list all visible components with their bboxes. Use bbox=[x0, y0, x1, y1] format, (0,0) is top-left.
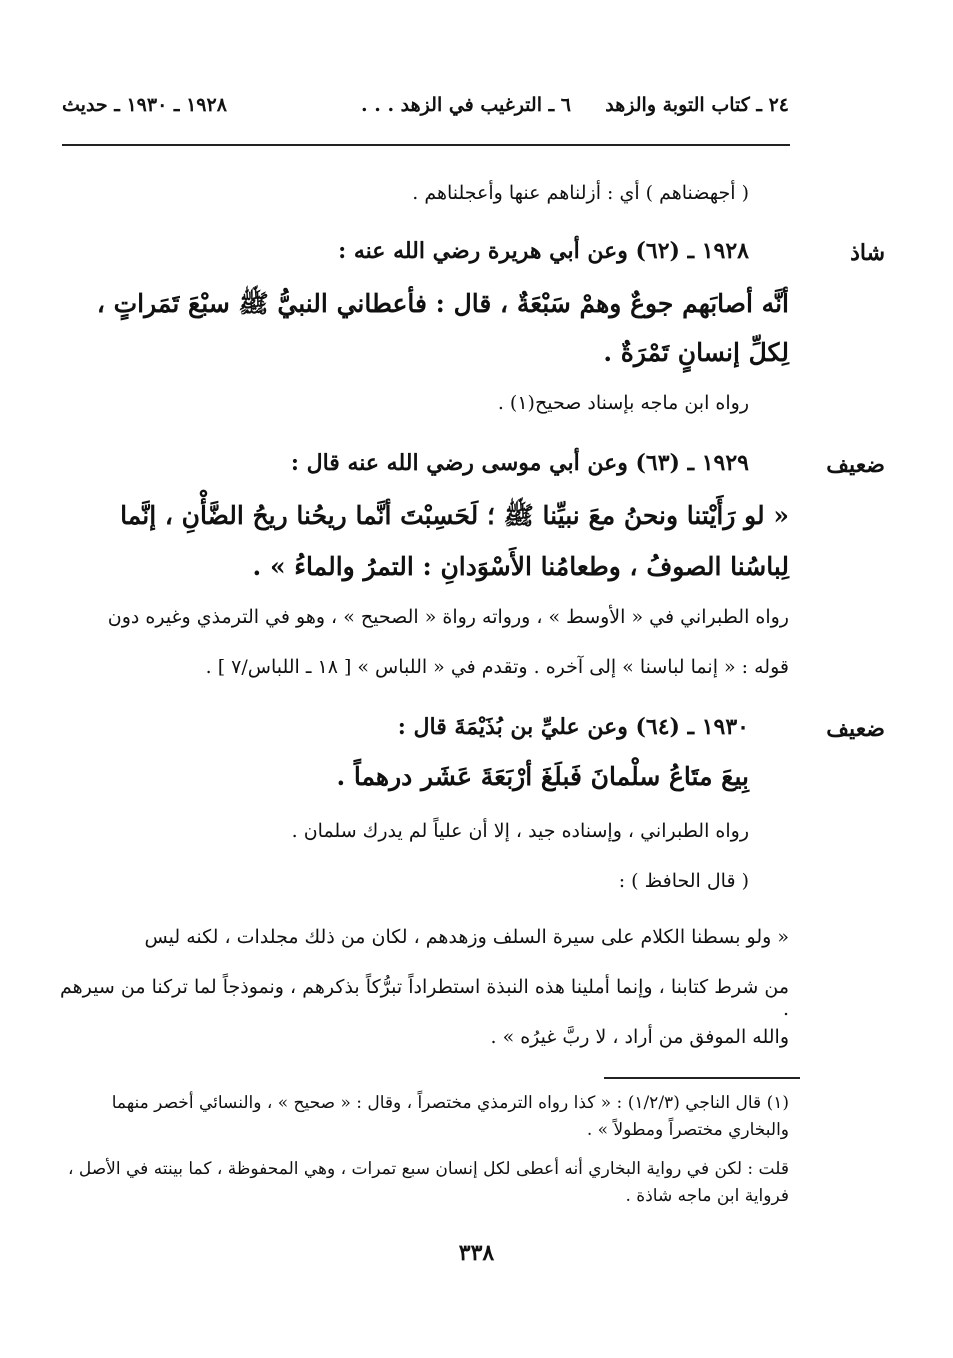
hafiz-label: ( قال الحافظ ) : bbox=[618, 870, 749, 892]
hadith-source: رواه الطبراني في « الأوسط » ، ورواته رواة « الصحيح » ، وهو في الترمذي وغيره دون bbox=[107, 606, 789, 628]
footnote-divider bbox=[604, 1077, 800, 1079]
footnote: قلت : لكن في رواية البخاري أنه أعطى لكل إنسان سبع تمرات ، وهي المحفوظة ، كما بينته في الأصل ، فرواية ابن ماجه شاذة . bbox=[67, 1159, 789, 1206]
intro-line: ( أجهضناهم ) أي : أزلناهم عنها وأعجلناهم . bbox=[412, 182, 749, 204]
hadith-grade: شاذ bbox=[850, 240, 885, 266]
footnote: (١) قال الناجي (١/٢/٣) : « كذا رواه الترمذي مختصراً ، وقال : « صحيح » ، والنسائي أخصر منهما والبخاري مختصراً ومطولاً » . bbox=[111, 1093, 789, 1140]
hadith-text-line: لِباسُنا الصوفُ ، وطعامُنا الأَسْوَدانِ : التمرُ والماءُ » . bbox=[252, 552, 789, 581]
closing-text-line: « ولو بسطنا الكلام على سيرة السلف وزهدهم ، لكان من ذلك مجلدات ، لكنه ليس bbox=[144, 926, 789, 948]
hadith-heading: ١٩٢٩ ـ (٦٣) وعن أبي موسى رضي الله عنه قال : bbox=[290, 450, 749, 476]
page-number: ٣٣٨ bbox=[458, 1240, 495, 1266]
hadith-heading: ١٩٣٠ ـ (٦٤) وعن عليِّ بن بُذَيْمَةَ قال : bbox=[397, 714, 749, 740]
hadith-source-text: رواه ابن ماجه بإسناد صحيح bbox=[534, 392, 749, 414]
header-hadith-range: ١٩٢٨ ـ ١٩٣٠ ـ حديث bbox=[62, 94, 227, 116]
hadith-text-line: بِيعَ متَاعُ سلْمانَ فَبلَغَ أرْبَعَةَ عَشَر درهماً . bbox=[336, 762, 749, 791]
hadith-grade: ضعيف bbox=[826, 452, 885, 478]
header-divider bbox=[62, 144, 790, 146]
closing-text-line: من شرط كتابنا ، وإنما أملينا هذه النبذة استطراداً تبرُّكاً بذكرهم ، ونموذجاً لما تركنا من سيرهم . bbox=[60, 976, 789, 1020]
header-chapter-title: ٦ ـ الترغيب في الزهد . . . bbox=[360, 94, 571, 116]
closing-text-line: والله الموفق من أراد ، لا ربَّ غيرُه » . bbox=[490, 1026, 789, 1048]
hadith-text-line: لِكلِّ إنسانٍ تَمْرَةٌ . bbox=[603, 338, 789, 367]
hadith-text-line: أنَّه أصابَهم جوعٌ وهمْ سَبْعَةٌ ، قال : فأعطاني النبيُّ ﷺ سبْعَ تَمَراتٍ ، bbox=[96, 289, 789, 318]
hadith-grade: ضعيف bbox=[826, 716, 885, 742]
hadith-source: قوله : « إنما لباسنا » إلى آخره . وتقدم في « اللباس » [ ١٨ ـ اللباس/٧ ] . bbox=[205, 656, 789, 678]
hadith-source: رواه الطبراني ، وإسناده جيد ، إلا أن علياً لم يدرك سلمان . bbox=[291, 820, 749, 842]
header-book-title: ٢٤ ـ كتاب التوبة والزهد bbox=[605, 94, 789, 116]
footnote-marker: (١) . bbox=[497, 392, 535, 414]
hadith-heading: ١٩٢٨ ـ (٦٢) وعن أبي هريرة رضي الله عنه : bbox=[338, 238, 749, 264]
hadith-text-line: « لو رَأَيْتنا ونحنُ معَ نبيِّنا ﷺ ؛ لَحَسِبْتَ أنَّما ريحُنا ريحُ الضَّأْنِ ، إنَّما bbox=[120, 501, 789, 530]
hadith-source bbox=[498, 392, 749, 414]
